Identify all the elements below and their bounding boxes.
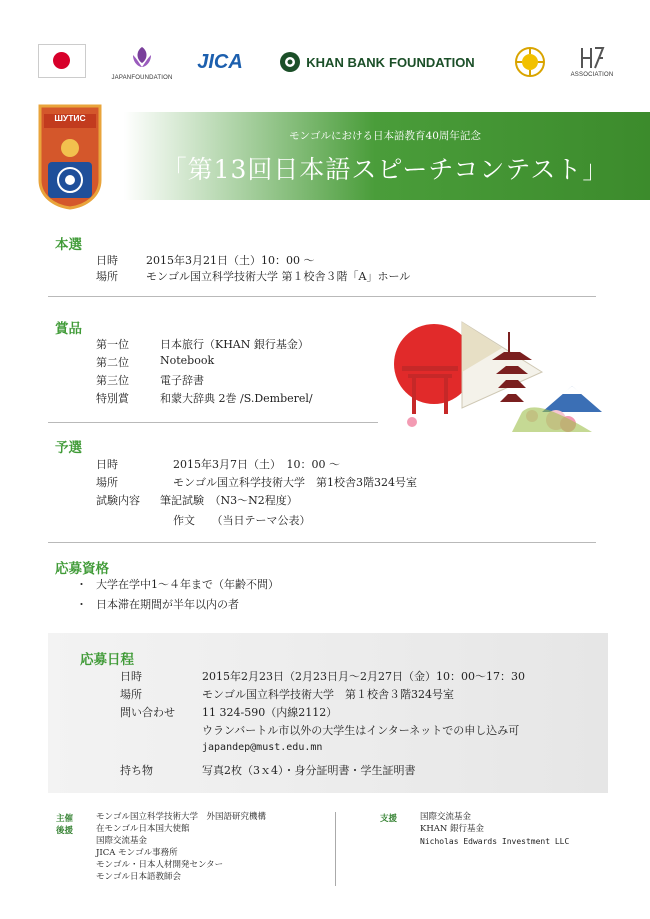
khan-bank-foundation-logo xyxy=(262,38,492,86)
schedule-date-value: 2015年2月23日（2月23日月〜2月27日（金）10：00〜17：30 xyxy=(202,670,525,683)
emblem-text: ШУТИС xyxy=(54,113,86,123)
prize-special-label: 特別賞 xyxy=(96,392,129,405)
prize-3-label: 第三位 xyxy=(96,374,129,387)
banner-subtitle: モンゴルにおける日本語教育40周年記念 xyxy=(289,130,481,142)
sponsor-item: 国際交流基金 xyxy=(96,836,148,846)
prize-1-value: 日本旅行（KHAN 銀行基金） xyxy=(160,338,309,351)
eligibility-item: 日本滞在期間が半年以内の者 xyxy=(96,598,239,611)
japan-illustration xyxy=(392,312,612,442)
footer-divider xyxy=(335,812,336,886)
supporter-item: 国際交流基金 xyxy=(420,812,472,822)
jica-logo xyxy=(196,38,244,86)
honsen-place-value: モンゴル国立科学技術大学 第１校舎３階「A」ホール xyxy=(146,270,411,283)
schedule-place-label: 場所 xyxy=(120,688,142,701)
bullet-icon: ・ xyxy=(76,598,87,611)
japan-flag-icon xyxy=(38,44,86,78)
organizer-label: 主催 xyxy=(56,814,74,824)
contest-title: 「第13回日本語スピーチコンテスト」 xyxy=(161,155,609,184)
prize-2-label: 第二位 xyxy=(96,356,129,369)
honsen-place-label: 場所 xyxy=(96,270,118,283)
yosen-essay-value: 作文 （当日テーマ公表） xyxy=(173,514,311,527)
schedule-heading: 応募日程 xyxy=(80,652,134,668)
japan-foundation-logo xyxy=(112,38,172,86)
supporter-item: KHAN 銀行基金 xyxy=(420,824,485,834)
sponsor-item: モンゴル・日本人材開発センター xyxy=(96,860,224,870)
association-icon xyxy=(579,46,605,70)
divider xyxy=(48,296,596,297)
schedule-place-value: モンゴル国立科学技術大学 第１校舎３階324号室 xyxy=(202,688,454,701)
organizer-name: モンゴル国立科学技術大学 外国語研究機構 xyxy=(96,812,267,822)
contact-email-link[interactable]: japandep@must.edu.mn xyxy=(202,742,323,753)
divider xyxy=(48,542,596,543)
yosen-place-value: モンゴル国立科学技術大学 第1校舎3階324号室 xyxy=(173,476,417,489)
support-label: 支援 xyxy=(380,814,398,824)
japan-foundation-icon xyxy=(127,43,157,73)
divider xyxy=(48,422,378,423)
sponsor-item: 在モンゴル日本国大使館 xyxy=(96,824,190,834)
schedule-date-label: 日時 xyxy=(120,670,142,683)
khan-bank-icon xyxy=(279,51,301,73)
yosen-heading: 予選 xyxy=(55,440,82,456)
schedule-items-label: 持ち物 xyxy=(120,764,153,777)
association-logo xyxy=(568,38,616,86)
eligibility-item: 大学在学中1〜４年まで（年齢不問） xyxy=(96,578,279,591)
honsen-date-label: 日時 xyxy=(96,254,118,267)
prize-2-value: Notebook xyxy=(160,354,215,367)
honsen-heading: 本選 xyxy=(55,237,82,253)
prize-special-value: 和蒙大辞典 2巻 /S.Demberel/ xyxy=(160,392,313,405)
supporter-item: Nicholas Edwards Investment LLC xyxy=(420,837,570,846)
sponsor-item: モンゴル日本語教師会 xyxy=(96,872,182,882)
yosen-content-label: 試験内容 xyxy=(96,494,140,507)
association-label: ASSOCIATION xyxy=(570,72,614,78)
khan-foundation-text: FOUNDATION xyxy=(389,54,475,70)
schedule-items-value: 写真2枚（3ｘ4）・身分証明書・学生証明書 xyxy=(202,764,416,777)
schedule-contact-value: 11 324-590（内線2112） xyxy=(202,706,338,719)
yosen-place-label: 場所 xyxy=(96,476,118,489)
prize-1-label: 第一位 xyxy=(96,338,129,351)
jica-text: JICA xyxy=(197,50,243,73)
eligibility-heading: 応募資格 xyxy=(55,561,109,577)
prize-3-value: 電子辞書 xyxy=(160,374,204,387)
khan-bank-text: KHAN BANK xyxy=(306,54,385,70)
teachers-association-emblem-icon xyxy=(512,38,548,86)
honsen-date-value: 2015年3月21日（土）10：00 〜 xyxy=(146,254,315,267)
schedule-contact-label: 問い合わせ xyxy=(120,706,175,719)
yosen-content-value: 筆記試験 （N3〜N2程度） xyxy=(160,494,298,507)
sponsor-label: 後援 xyxy=(56,826,74,836)
prizes-heading: 賞品 xyxy=(55,321,82,337)
bullet-icon: ・ xyxy=(76,578,87,591)
sponsor-item: JICA モンゴル事務所 xyxy=(96,848,178,858)
japan-foundation-label: JAPANFOUNDATION xyxy=(111,75,173,81)
yosen-date-value: 2015年3月7日（土） 10：00 〜 xyxy=(173,458,340,471)
schedule-online-note: ウランバートル市以外の大学生はインターネットでの申し込み可 xyxy=(202,724,520,737)
yosen-date-label: 日時 xyxy=(96,458,118,471)
